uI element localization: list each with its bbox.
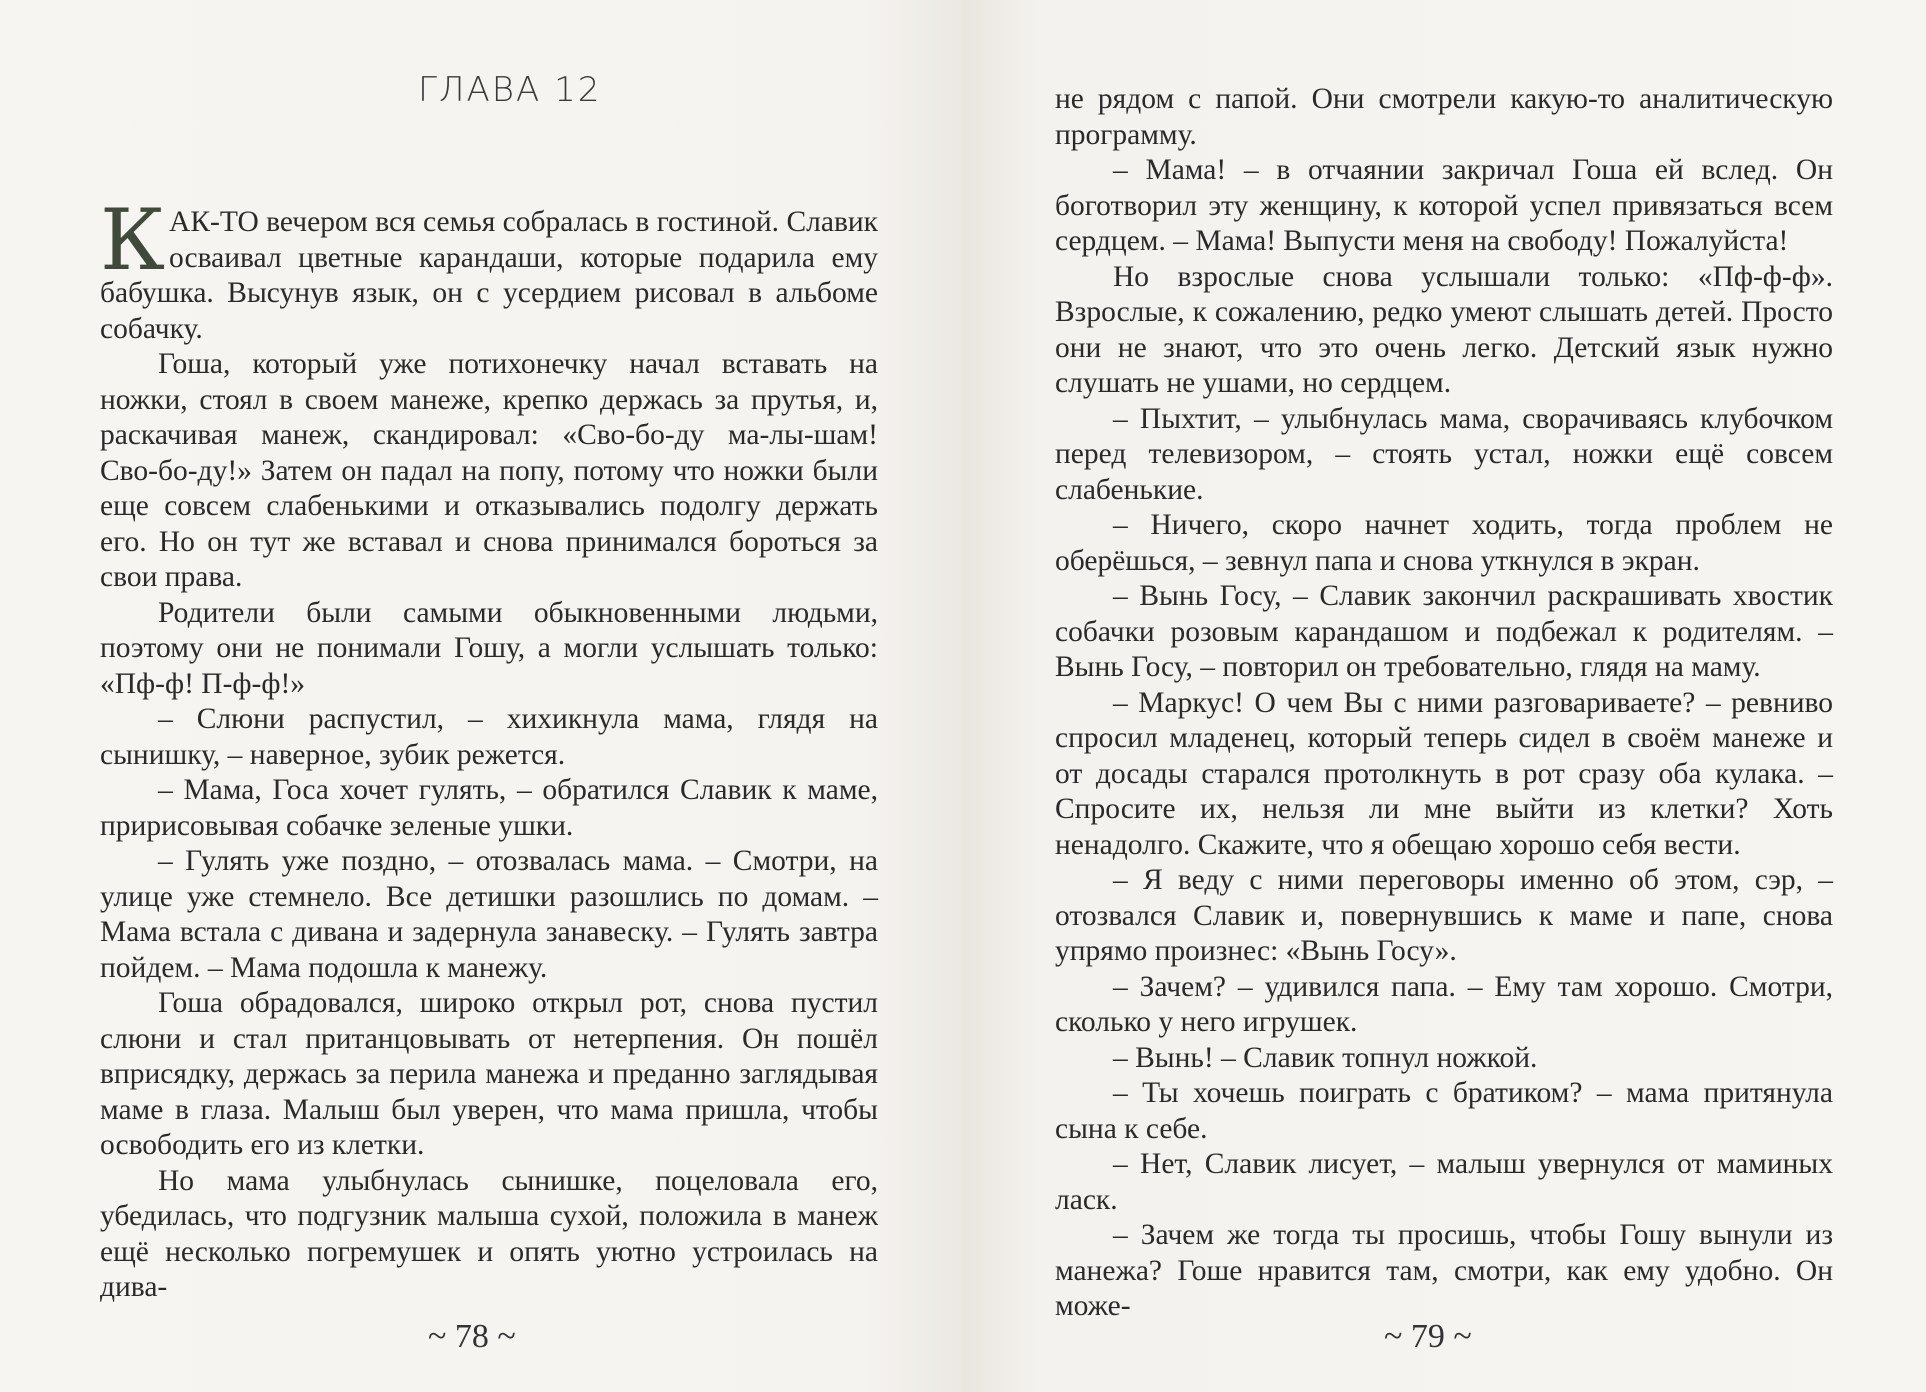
paragraph <box>100 191 878 347</box>
paragraph: Гоша, который уже потихонечку начал вставать на ножки, стоял в своем манеже, крепко держась за прутья, и, раскачивая манеж, скандировал: «Сво-бо-ду ма-лы-шам! Сво-бо-ду!» Затем он падал на попу, потому что ножки были еще совсем слабенькими и отказывались подолгу держать его. Но он тут же вставал и снова принимался бороться за свои права. <box>100 348 878 593</box>
paragraph: Родители были самыми обыкновенными людьми, поэтому они не понимали Гошу, а могли услышать только: «Пф-ф! П-ф-ф!» <box>100 596 878 700</box>
paragraph: – Я веду с ними переговоры именно об этом, сэр, – отозвался Славик и, повернувшись к маме и папе, снова упрямо произнес: «Вынь Госу». <box>1055 864 1833 967</box>
paragraph: – Нет, Славик лисует, – малыш увернулся от маминых ласк. <box>1055 1148 1833 1216</box>
paragraph: – Слюни распустил, – хихикнула мама, глядя на сынишку, – наверное, зубик режется. <box>100 703 878 771</box>
paragraph: – Гулять уже поздно, – отозвалась мама. – Смотри, на улице уже стемнело. Все детишки разошлись по домам. – Мама встала с дивана и задернула занавеску. – Гулять завтра пойдем. – Мама подошла к манежу. <box>100 845 878 984</box>
paragraph: – Вынь Госу, – Славик закончил раскрашивать хвостик собачки розовым карандашом и подбежал к родителям. – Вынь Госу, – повторил он требовательно, глядя на маму. <box>1055 580 1833 683</box>
paragraph: – Зачем же тогда ты просишь, чтобы Гошу вынули из манежа? Гоше нравится там, смотри, как ему удобно. Он може- <box>1055 1219 1833 1322</box>
paragraph: – Ты хочешь поиграть с братиком? – мама притянула сына к себе. <box>1055 1077 1833 1145</box>
paragraph: Гоша обрадовался, широко открыл рот, снова пустил слюни и стал пританцовывать от нетерпения. Он пошёл вприсядку, держась за перила манежа и преданно заглядывая маме в глаза. Малыш был уверен, что мама пришла, чтобы освободить его из клетки. <box>100 987 878 1161</box>
paragraph: Но мама улыбнулась сынишке, поцеловала его, убедилась, что подгузник малыша сухой, положила в манеж ещё несколько погремушек и опять уютно устроилась на дива- <box>100 1164 878 1303</box>
paragraph: – Вынь! – Славик топнул ножкой. <box>1113 1041 1538 1074</box>
paragraph: – Пыхтит, – улыбнулась мама, сворачиваясь клубочком перед телевизором, – стоять устал, ножки ещё совсем слабенькие. <box>1055 402 1833 506</box>
page-number-right: ~ 79 ~ <box>1384 1318 1472 1355</box>
right-page-text <box>1055 82 1833 1325</box>
page-number-left: ~ 78 ~ <box>428 1318 516 1355</box>
paragraph: не рядом с папой. Они смотрели какую-то аналитическую программу. <box>1055 83 1833 151</box>
paragraph: – Ничего, скоро начнет ходить, тогда проблем не оберёшься, – зевнул папа и снова уткнулся в экран. <box>1055 509 1833 577</box>
drop-cap: К <box>100 191 166 289</box>
chapter-title: ГЛАВА 12 <box>418 70 602 110</box>
paragraph: – Мама! – в отчаянии закричал Гоша ей вслед. Он боготворил эту женщину, к которой успел привязаться всем сердцем. – Мама! Выпусти меня на свободу! Пожалуйста! <box>1055 154 1833 257</box>
paragraph: – Зачем? – удивился папа. – Ему там хорошо. Смотри, сколько у него игрушек. <box>1055 970 1833 1038</box>
paragraph-text: АК-ТО вечером вся семья собралась в гостиной. Славик осваивал цветные карандаши, которые подарила ему бабушка. Высунув язык, он с усердием рисовал в альбоме собачку. <box>100 206 878 345</box>
paragraph: – Мама, Госа хочет гулять, – обратился Славик к маме, пририсовывая собачке зеленые ушки. <box>100 774 878 842</box>
left-page-text <box>100 191 878 1306</box>
paragraph: – Маркус! О чем Вы с ними разговариваете? – ревниво спросил младенец, который теперь сидел в своём манеже и от досады старался протолкнуть в рот сразу оба кулака. – Спросите их, нельзя ли мне выйти из клетки? Хоть ненадолго. Скажите, что я обещаю хорошо себя вести. <box>1055 686 1833 861</box>
paragraph: Но взрослые снова услышали только: «Пф-ф-ф». Взрослые, к сожалению, редко умеют слышать детей. Просто они не знают, что это очень легко. Детский язык нужно слушать не ушами, но сердцем. <box>1055 260 1833 399</box>
